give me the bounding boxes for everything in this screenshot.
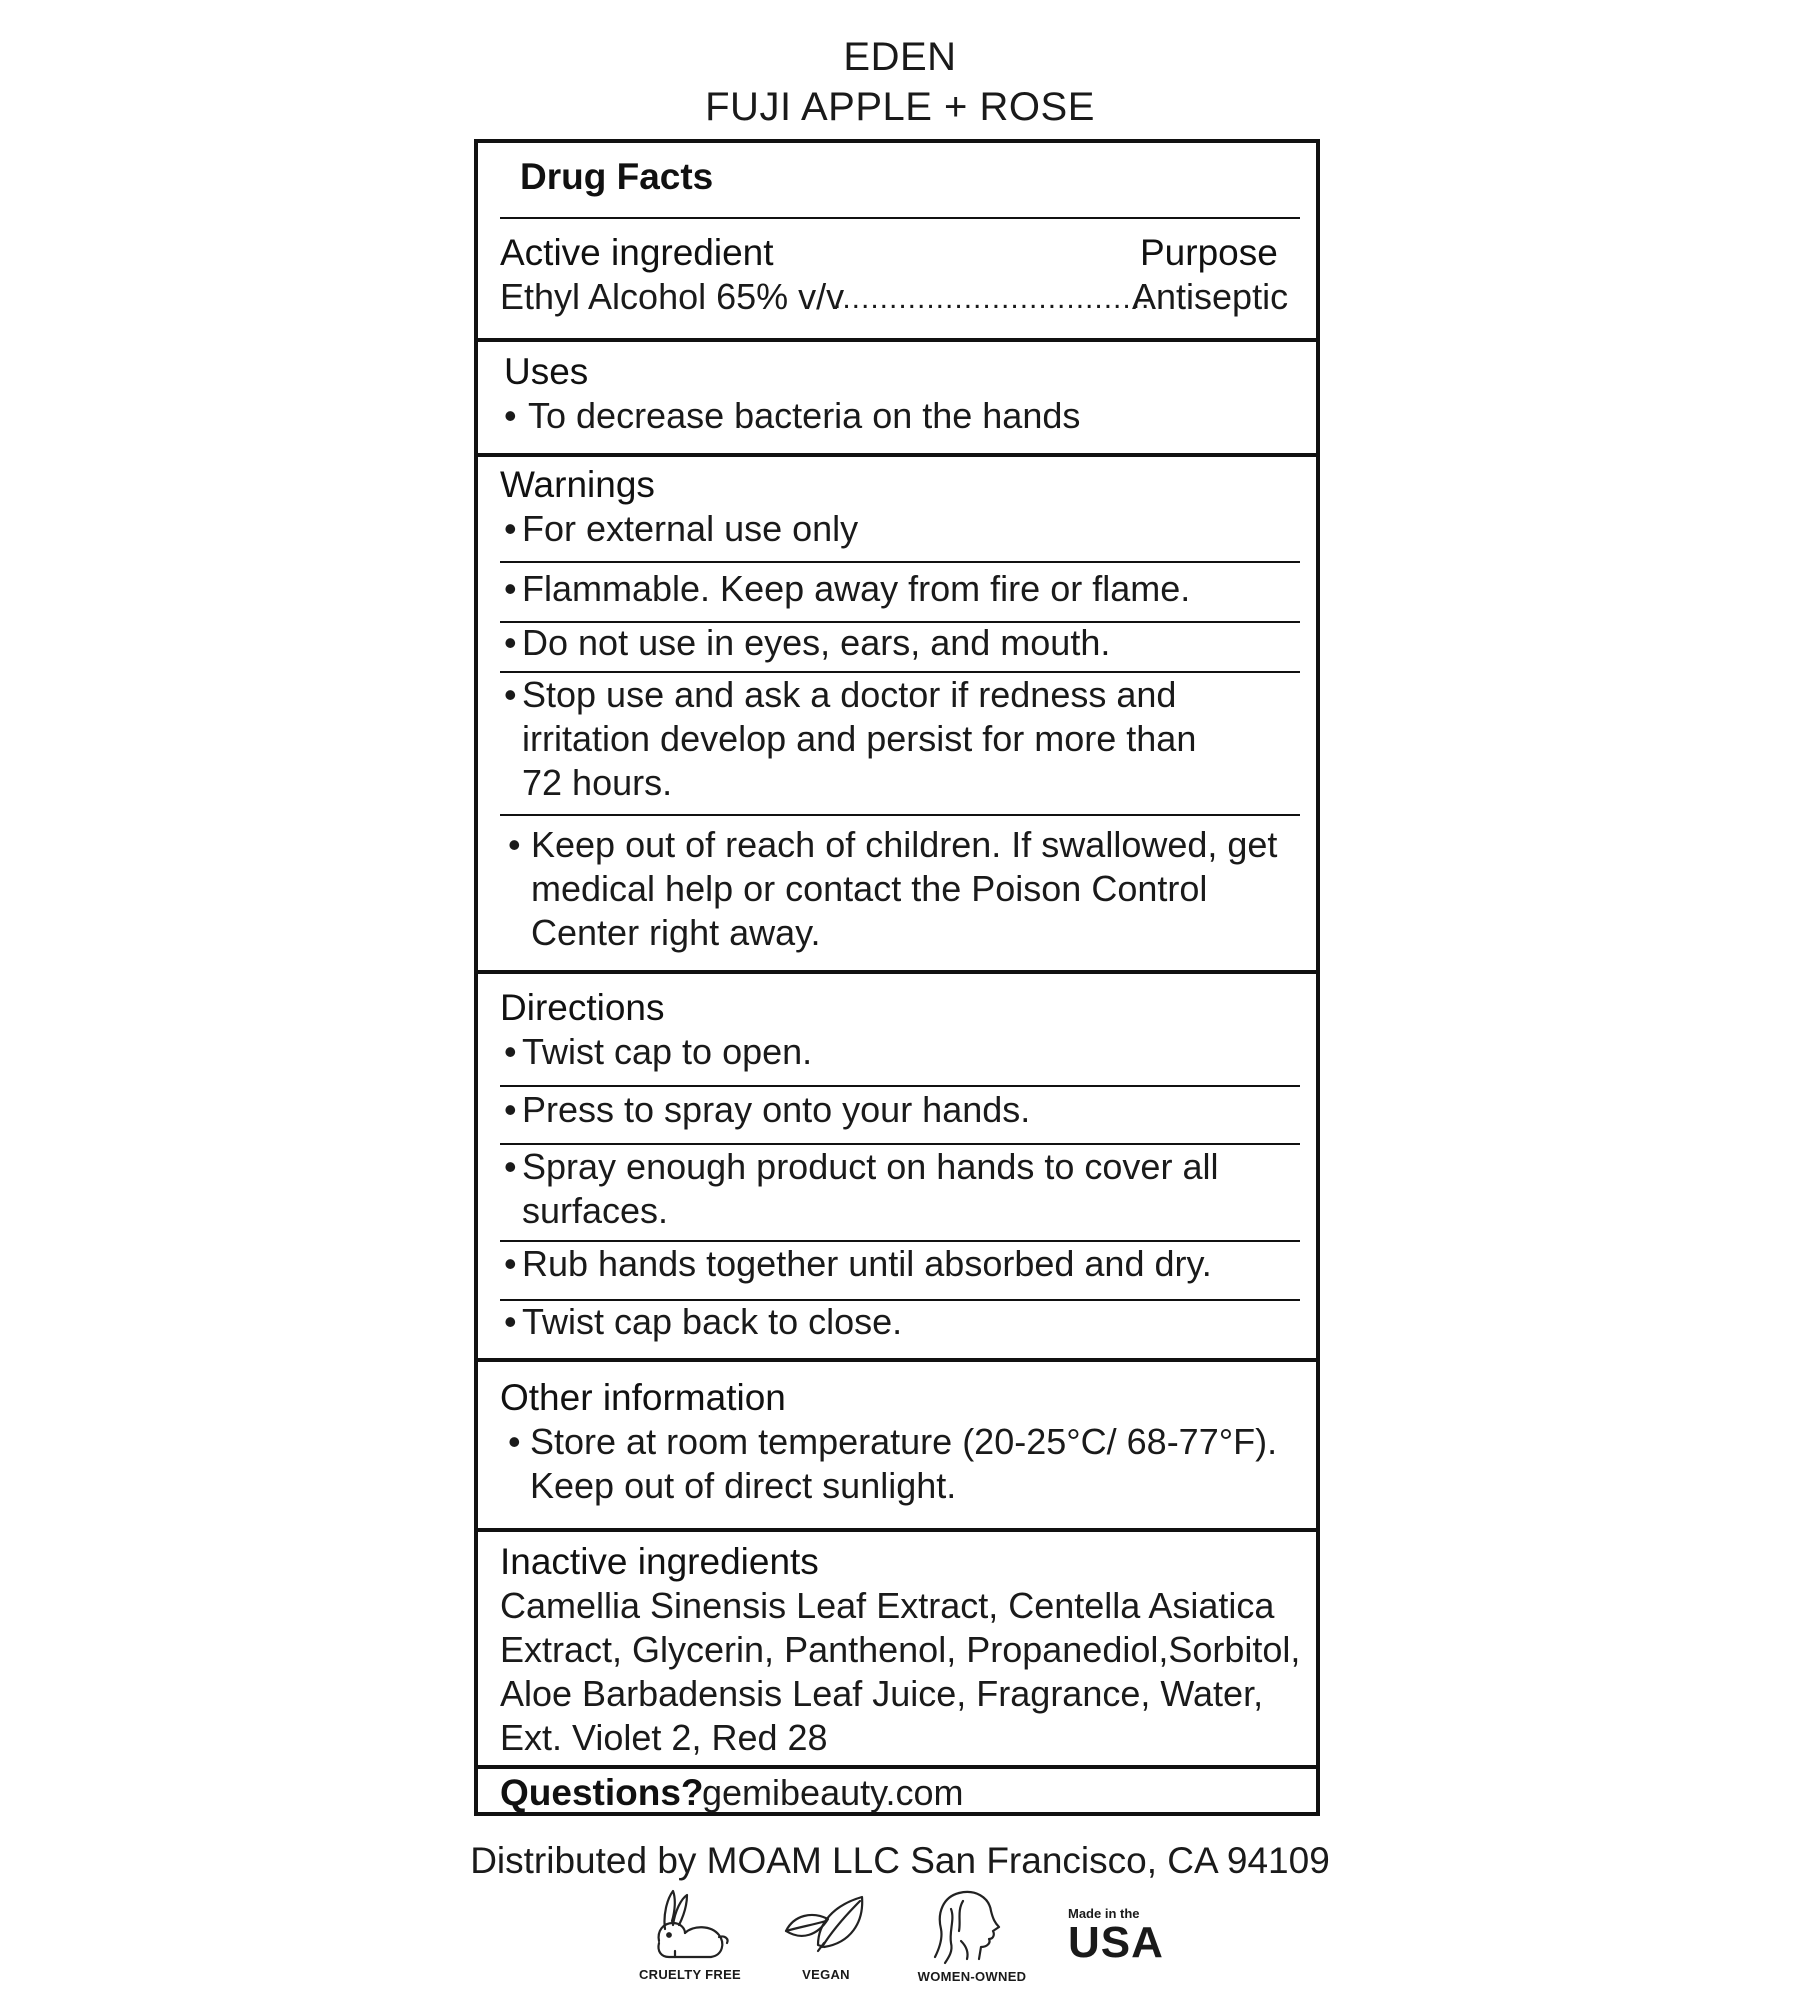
divider bbox=[500, 814, 1300, 816]
warning-item-line: Stop use and ask a doctor if redness and bbox=[522, 674, 1177, 715]
other-information-heading: Other information bbox=[500, 1377, 786, 1418]
questions-website[interactable]: gemibeauty.com bbox=[702, 1772, 964, 1813]
uses-heading: Uses bbox=[504, 351, 589, 392]
usa-badge-small-label: Made in the bbox=[1068, 1906, 1140, 1921]
direction-item: Rub hands together until absorbed and dry. bbox=[522, 1243, 1212, 1284]
bullet: • bbox=[508, 824, 521, 865]
warning-item-line: Center right away. bbox=[531, 912, 821, 953]
other-information-line: Keep out of direct sunlight. bbox=[530, 1465, 957, 1506]
inactive-ingredients-line: Camellia Sinensis Leaf Extract, Centella Asiatica bbox=[500, 1585, 1275, 1626]
bullet: • bbox=[504, 1243, 517, 1284]
dot-leader: .................................. bbox=[833, 282, 1151, 315]
bullet: • bbox=[504, 1089, 517, 1130]
warnings-heading: Warnings bbox=[500, 464, 655, 505]
active-ingredient-heading: Active ingredient bbox=[500, 232, 774, 273]
uses-item: To decrease bacteria on the hands bbox=[528, 395, 1081, 436]
women-owned-badge bbox=[910, 1885, 1034, 1984]
purpose-value: Antiseptic bbox=[1132, 276, 1289, 317]
bullet: • bbox=[504, 1146, 517, 1187]
directions-section bbox=[478, 970, 1316, 1362]
other-information-section bbox=[478, 1358, 1316, 1532]
divider bbox=[500, 1085, 1300, 1087]
warning-item-line: medical help or contact the Poison Control bbox=[531, 868, 1208, 909]
other-information-line: Store at room temperature (20-25°C/ 68-77°F). bbox=[530, 1421, 1278, 1462]
warning-item: For external use only bbox=[522, 508, 859, 549]
warning-item-line: irritation develop and persist for more than bbox=[522, 718, 1197, 759]
inactive-ingredients-line: Ext. Violet 2, Red 28 bbox=[500, 1717, 828, 1758]
warning-item: Flammable. Keep away from fire or flame. bbox=[522, 568, 1191, 609]
uses-section bbox=[478, 338, 1316, 457]
warnings-section bbox=[478, 453, 1316, 974]
direction-item: Twist cap to open. bbox=[522, 1031, 813, 1072]
bullet: • bbox=[504, 395, 517, 436]
bullet: • bbox=[504, 674, 517, 715]
bullet: • bbox=[504, 1031, 517, 1072]
woman-profile-icon bbox=[929, 1885, 1015, 1967]
cruelty-free-badge bbox=[628, 1885, 752, 1982]
made-in-usa-badge bbox=[1068, 1906, 1168, 1965]
inactive-ingredients-heading: Inactive ingredients bbox=[500, 1541, 819, 1582]
product-variant: FUJI APPLE + ROSE bbox=[705, 85, 1095, 129]
active-ingredient-value: Ethyl Alcohol 65% v/v bbox=[500, 276, 845, 317]
warning-item: Do not use in eyes, ears, and mouth. bbox=[522, 622, 1111, 663]
leaf-icon bbox=[778, 1885, 874, 1965]
usa-badge-big-label: USA bbox=[1068, 1918, 1164, 1967]
distributor-line: Distributed by MOAM LLC San Francisco, CA 94109 bbox=[470, 1840, 1330, 1881]
direction-item-line: Spray enough product on hands to cover all bbox=[522, 1146, 1219, 1187]
divider bbox=[500, 217, 1300, 219]
inactive-ingredients-line: Extract, Glycerin, Panthenol, Propanediol,Sorbitol, bbox=[500, 1629, 1301, 1670]
bullet: • bbox=[504, 622, 517, 663]
vegan-badge bbox=[770, 1885, 882, 1982]
inactive-ingredients-section bbox=[478, 1528, 1316, 1769]
bullet: • bbox=[504, 508, 517, 549]
directions-heading: Directions bbox=[500, 987, 665, 1028]
direction-item-line: surfaces. bbox=[522, 1190, 669, 1231]
badge-label: VEGAN bbox=[802, 1967, 850, 1982]
brand-name: EDEN bbox=[843, 35, 957, 79]
bullet: • bbox=[504, 568, 517, 609]
questions-label: Questions? bbox=[500, 1772, 704, 1813]
badge-label: CRUELTY FREE bbox=[638, 1967, 742, 1982]
divider bbox=[500, 561, 1300, 563]
direction-item: Press to spray onto your hands. bbox=[522, 1089, 1031, 1130]
direction-item: Twist cap back to close. bbox=[522, 1301, 903, 1342]
questions-section bbox=[478, 1765, 1316, 1820]
drug-facts-title: Drug Facts bbox=[520, 156, 714, 197]
drug-facts-panel bbox=[474, 139, 1320, 1816]
active-ingredient-section bbox=[478, 143, 1316, 338]
rabbit-icon bbox=[645, 1885, 735, 1965]
warning-item-line: 72 hours. bbox=[522, 762, 673, 803]
inactive-ingredients-line: Aloe Barbadensis Leaf Juice, Fragrance, Water, bbox=[500, 1673, 1264, 1714]
badge-label: WOMEN-OWNED bbox=[917, 1969, 1027, 1984]
purpose-heading: Purpose bbox=[1140, 232, 1278, 273]
warning-item-line: Keep out of reach of children. If swallowed, get bbox=[531, 824, 1278, 865]
bullet: • bbox=[504, 1301, 517, 1342]
bullet: • bbox=[508, 1421, 521, 1462]
